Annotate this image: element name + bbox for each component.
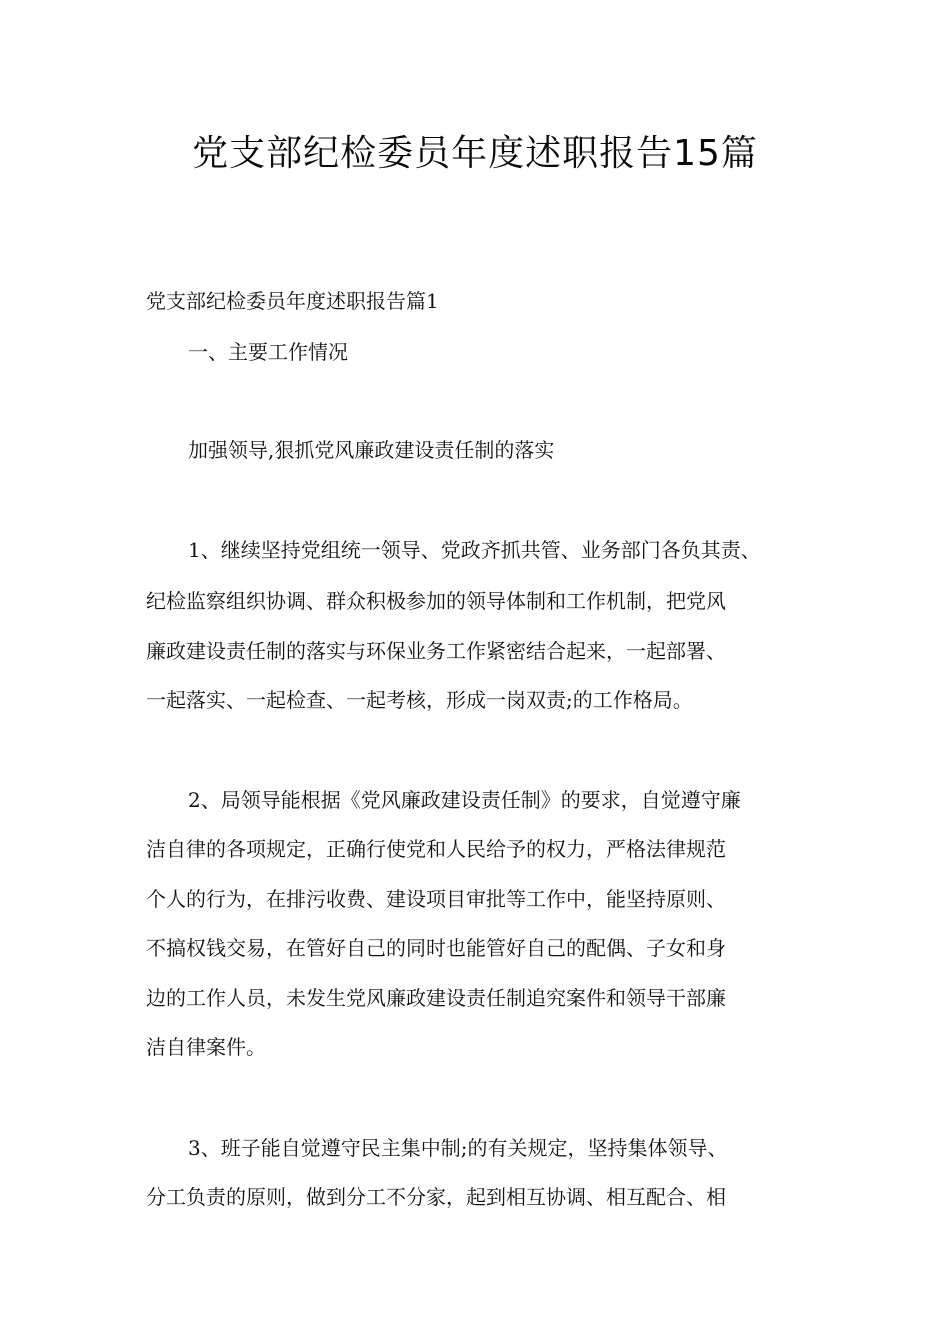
paragraph-2-line: 洁自律案件。 xyxy=(146,1035,266,1059)
paragraph-2-line: 边的工作人员，未发生党风廉政建设责任制追究案件和领导干部廉 xyxy=(146,986,726,1010)
paragraph-1-line: 纪检监察组织协调、群众积极参加的领导体制和工作机制，把党风 xyxy=(146,589,726,613)
subheading-strengthen-leadership: 加强领导,狠抓党风廉政建设责任制的落实 xyxy=(188,438,555,462)
paragraph-2-line: 洁自律的各项规定，正确行使党和人民给予的权力，严格法律规范 xyxy=(146,837,726,861)
paragraph-3-line: 分工负责的原则，做到分工不分家，起到相互协调、相互配合、相 xyxy=(146,1185,726,1209)
document-title: 党支部纪检委员年度述职报告15篇 xyxy=(192,133,758,174)
paragraph-1-line: 一起落实、一起检查、一起考核，形成一岗双责;的工作格局。 xyxy=(146,688,693,712)
paragraph-3-line: 3、班子能自觉遵守民主集中制;的有关规定，坚持集体领导、 xyxy=(188,1136,728,1160)
paragraph-1-line: 1、继续坚持党组统一领导、党政齐抓共管、业务部门各负其责、 xyxy=(188,538,761,562)
paragraph-2-line: 2、局领导能根据《党风廉政建设责任制》的要求，自觉遵守廉 xyxy=(188,788,741,812)
paragraph-1-line: 廉政建设责任制的落实与环保业务工作紧密结合起来，一起部署、 xyxy=(146,639,726,663)
paragraph-2-line: 不搞权钱交易，在管好自己的同时也能管好自己的配偶、子女和身 xyxy=(146,936,726,960)
paragraph-2-line: 个人的行为，在排污收费、建设项目审批等工作中，能坚持原则、 xyxy=(146,887,726,911)
section-heading: 党支部纪检委员年度述职报告篇1 xyxy=(146,289,439,313)
subheading-main-work: 一、主要工作情况 xyxy=(188,340,348,364)
